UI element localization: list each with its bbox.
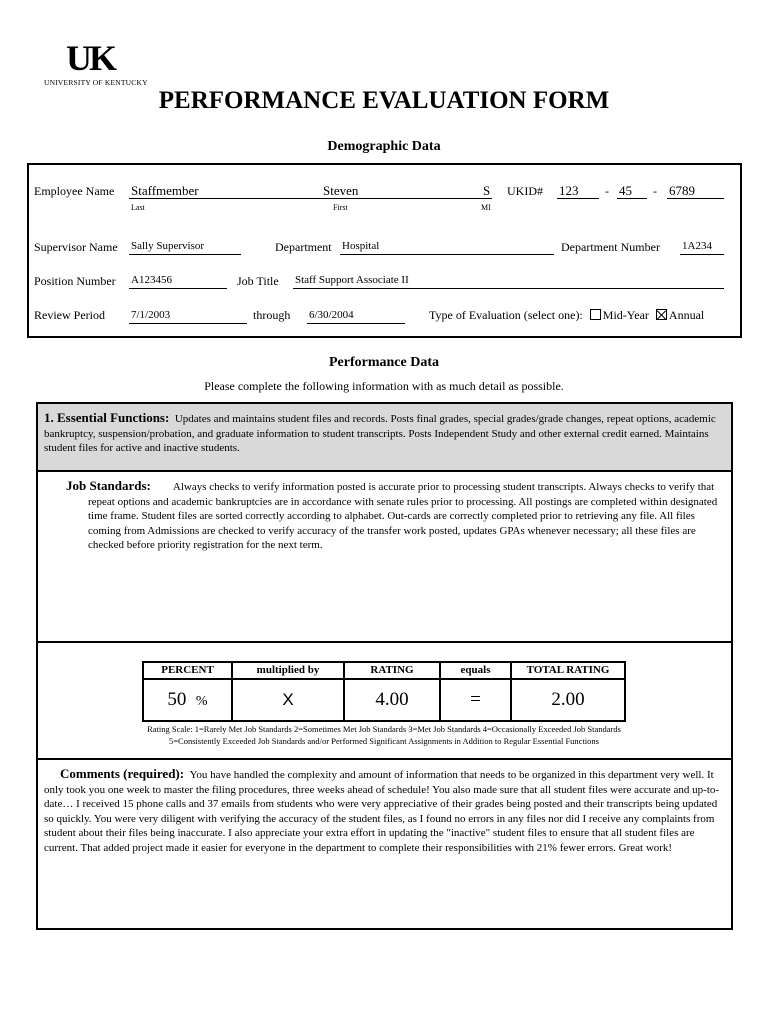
- mi-caption: MI: [481, 203, 491, 212]
- ukid-dash-1: -: [605, 184, 609, 198]
- uk-logo-subtitle: UNIVERSITY OF KENTUCKY: [44, 78, 148, 87]
- ukid-dash-2: -: [653, 184, 657, 198]
- uk-logo-mark: UK: [66, 38, 114, 78]
- multiply-cell: X: [232, 679, 344, 721]
- through-label: through: [253, 308, 291, 322]
- rating-table: [142, 661, 626, 722]
- equals-cell: =: [440, 679, 511, 721]
- review-end-field[interactable]: 6/30/2004: [307, 308, 405, 324]
- rating-scale-line2: 5=Consistently Exceeded Job Standards and/or Performed Significant Assignments in Addition to Regular Essential Functions: [169, 736, 599, 746]
- ukid-part1-field[interactable]: 123: [557, 183, 599, 199]
- comments-block: [44, 767, 720, 856]
- job-title-field[interactable]: Staff Support Associate II: [293, 273, 724, 289]
- rating-value-cell[interactable]: 4.00: [344, 679, 440, 721]
- first-name-field[interactable]: Steven: [323, 183, 359, 198]
- department-number-label: Department Number: [561, 240, 660, 254]
- review-period-label: Review Period: [34, 308, 105, 322]
- demographic-heading: Demographic Data: [327, 139, 441, 154]
- rating-scale-line1: Rating Scale: 1=Rarely Met Job Standards 2=Sometimes Met Job Standards 3=Met Job Standards 4=Occasionally Exceeded Job Standards: [147, 724, 621, 734]
- equals-header: equals: [440, 662, 511, 679]
- mid-year-label: Mid-Year: [602, 308, 649, 322]
- job-title-label: Job Title: [237, 274, 279, 288]
- comments-label: Comments (required):: [60, 766, 185, 781]
- essential-functions-block: [44, 411, 722, 456]
- comments-text[interactable]: You have handled the complexity and amount of information that needs to be organized in this department very well. It only took you one week to master the filing procedures, three weeks ahead of schedule! You also made sure that all student files were accurate and up-to-date… I received 15 phone calls and 37 emails from students who were very appreciative of their grades being posted and their transcripts being updated so quickly. You were very diligent with verifying the accuracy of the student files, as I found no errors in any files nor did I receive any complaints from student about their files being inaccurate. I also appreciate your extra effort in updating the "inactive" student files to ensure that all student files are current. That added project made it easier for everyone in the department to complete their responsibilities with 21% fewer errors. Great work!: [44, 769, 720, 854]
- standards-divider: [38, 641, 731, 643]
- position-number-field[interactable]: A123456: [129, 273, 227, 289]
- middle-initial-field[interactable]: S: [483, 183, 491, 198]
- multiplied-by-header: multiplied by: [232, 662, 344, 679]
- job-standards-text[interactable]: Always checks to verify information posted is accurate prior to processing student transcripts. Always checks to verify that repeat options and academic bankruptcies are in accordance with senate rules prior to processing. All postings are completed within designated time frame. Student files are sorted correctly according to alphabet. Out-cards are correctly completed prior to retrieving any file. All files coming from Admissions are checked to verify accuracy of the transfer work posted, updates GPAs whenever necessary; all these files are checked before priority registration for the next term.: [88, 481, 718, 552]
- rating-header: RATING: [344, 662, 440, 679]
- evaluation-type-group: [429, 308, 704, 322]
- ukid-part2-field[interactable]: 45: [617, 183, 647, 199]
- supervisor-field[interactable]: Sally Supervisor: [129, 239, 241, 255]
- review-start-field[interactable]: 7/1/2003: [129, 308, 247, 324]
- essential-functions-text[interactable]: Updates and maintains student files and records. Posts final grades, special grades/grade changes, repeat options, academic bankruptcy, suspension/probation, and graduate information to student transcripts. Posts Independent Study and other external credit earned. Maintains student files for active and inactive students.: [44, 413, 716, 455]
- last-caption: Last: [131, 203, 145, 212]
- essential-functions-label: 1. Essential Functions:: [44, 410, 170, 425]
- job-standards-label: Job Standards:: [66, 478, 151, 493]
- performance-heading: Performance Data: [328, 355, 439, 370]
- mid-year-checkbox[interactable]: [590, 309, 601, 320]
- first-caption: First: [333, 203, 348, 212]
- supervisor-label: Supervisor Name: [34, 240, 118, 254]
- employee-name-label: Employee Name: [34, 184, 115, 198]
- percent-sign: %: [195, 694, 208, 709]
- rating-divider: [38, 758, 731, 760]
- performance-instruction: Please complete the following information with as much detail as possible.: [204, 379, 564, 393]
- last-name-field[interactable]: Staffmember: [131, 183, 199, 198]
- department-number-field[interactable]: 1A234: [680, 239, 724, 255]
- department-label: Department: [275, 240, 332, 254]
- annual-checkbox[interactable]: [656, 309, 667, 320]
- ukid-label: UKID#: [507, 184, 543, 198]
- ukid-part3-field[interactable]: 6789: [667, 183, 724, 199]
- form-title: PERFORMANCE EVALUATION FORM: [158, 87, 610, 114]
- job-standards-block: [44, 479, 720, 553]
- annual-label: Annual: [668, 308, 705, 322]
- position-number-label: Position Number: [34, 274, 116, 288]
- evaluation-type-label: Type of Evaluation (select one):: [429, 308, 583, 322]
- department-field[interactable]: Hospital: [340, 239, 554, 255]
- percent-value: 50: [167, 689, 187, 710]
- total-rating-cell: 2.00: [511, 679, 625, 721]
- percent-header: PERCENT: [143, 662, 232, 679]
- total-rating-header: TOTAL RATING: [511, 662, 625, 679]
- percent-cell[interactable]: [143, 679, 232, 721]
